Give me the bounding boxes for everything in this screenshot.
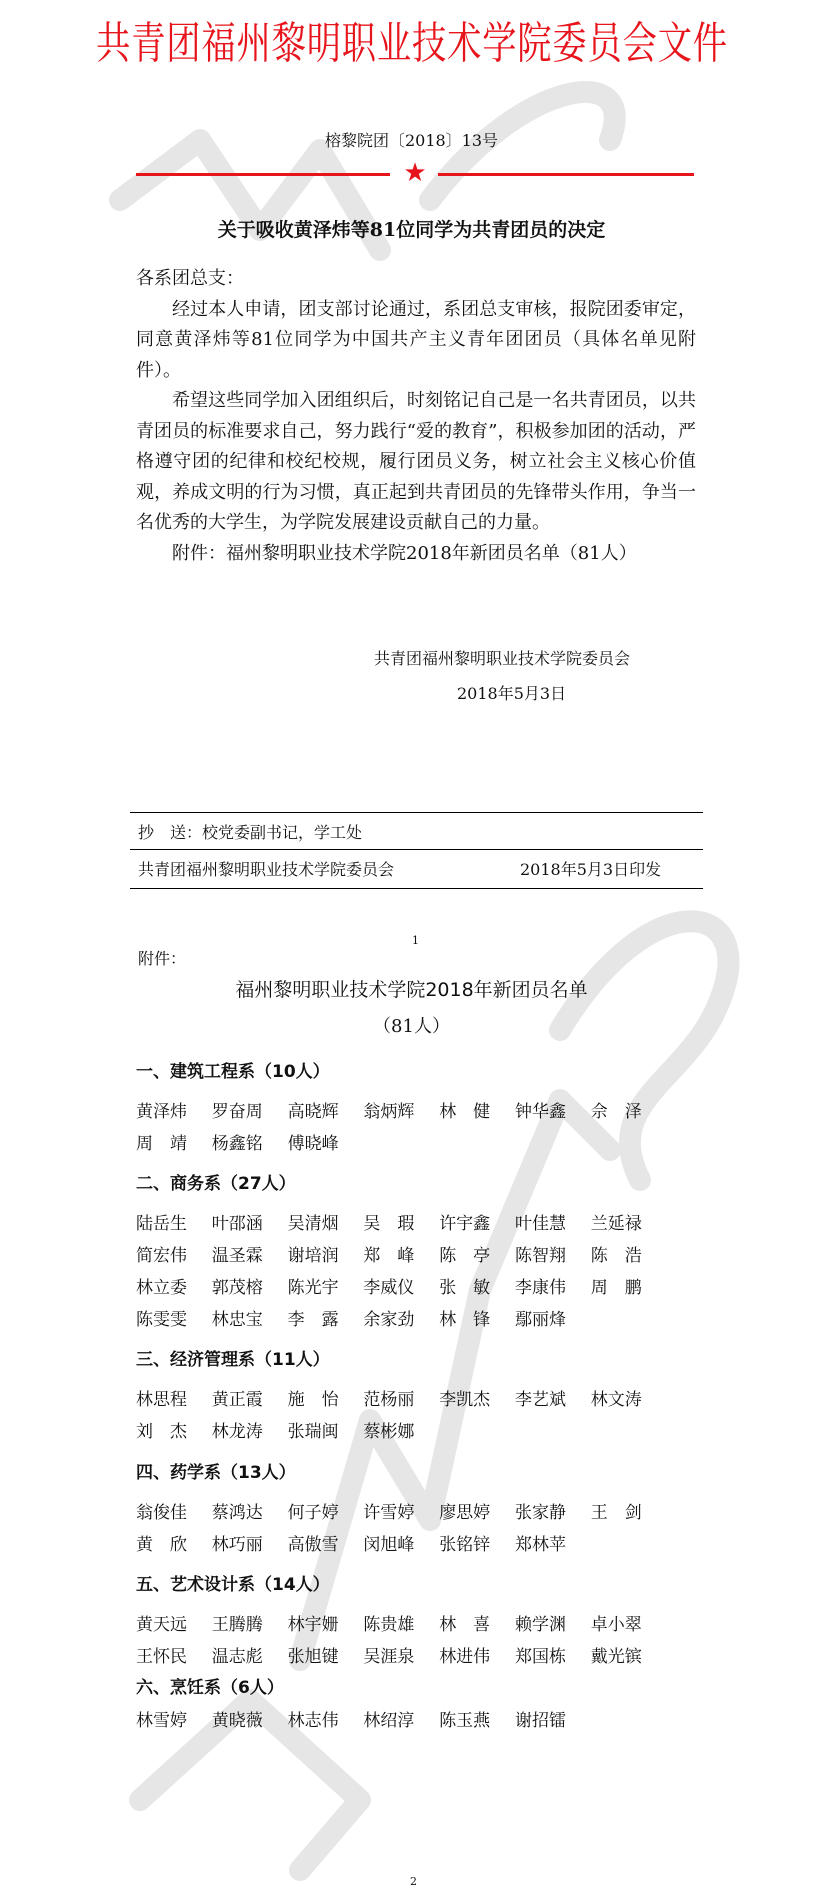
member-name: 兰延禄 xyxy=(590,1214,642,1234)
member-name: 杨鑫铭 xyxy=(211,1134,263,1154)
member-name: 赖学渊 xyxy=(515,1615,566,1635)
member-name: 罗奋周 xyxy=(211,1102,263,1122)
department-heading: 五、艺术设计系（14人） xyxy=(136,1575,330,1595)
member-name: 黄晓薇 xyxy=(211,1711,263,1731)
issued-date: 2018年5月3日印发 xyxy=(520,860,662,879)
member-name: 许雪婷 xyxy=(363,1503,415,1523)
org-title: 共青团福州黎明职业技术学院委员会文件 xyxy=(95,18,728,69)
member-name: 林巧丽 xyxy=(211,1535,263,1555)
member-name: 张家静 xyxy=(515,1503,566,1523)
member-name: 周 鹏 xyxy=(590,1278,642,1298)
member-name: 黄泽炜 xyxy=(136,1102,187,1122)
member-name: 郑 峰 xyxy=(363,1246,415,1266)
star-icon: ★ xyxy=(403,158,427,188)
member-name: 刘 杰 xyxy=(136,1422,187,1442)
member-name: 陈 浩 xyxy=(590,1246,642,1266)
member-name: 叶佳慧 xyxy=(515,1214,566,1234)
decision-title: 关于吸收黄泽炜等81位同学为共青团员的决定 xyxy=(217,219,606,241)
signature: 共青团福州黎明职业技术学院委员会 xyxy=(374,649,631,668)
member-name: 张 敏 xyxy=(439,1278,491,1298)
member-name: 温志彪 xyxy=(211,1647,263,1667)
member-name: 张瑞闽 xyxy=(287,1422,339,1442)
department-heading: 三、经济管理系（11人） xyxy=(136,1350,330,1370)
member-name: 范杨丽 xyxy=(363,1390,415,1410)
member-name: 傅晓峰 xyxy=(287,1134,339,1154)
member-name: 卓小翠 xyxy=(590,1615,642,1635)
attachment-label: 附件： xyxy=(138,949,187,968)
member-name: 张旭键 xyxy=(287,1647,339,1667)
member-name: 吴 瑕 xyxy=(363,1214,415,1234)
member-name: 吴清烟 xyxy=(287,1214,339,1234)
member-name: 林雪婷 xyxy=(136,1711,187,1731)
member-name: 李威仪 xyxy=(363,1278,415,1298)
member-name: 黄正霞 xyxy=(211,1390,263,1410)
member-name: 廖思婷 xyxy=(439,1503,491,1523)
member-name: 林 锋 xyxy=(439,1310,491,1330)
member-name: 李凯杰 xyxy=(439,1390,491,1410)
member-name: 林绍淳 xyxy=(363,1711,415,1731)
member-name: 蔡鸿达 xyxy=(211,1503,263,1523)
signature-date: 2018年5月3日 xyxy=(457,684,567,703)
member-name: 周 靖 xyxy=(136,1134,187,1154)
divider xyxy=(130,849,703,850)
member-name: 鄢丽烽 xyxy=(515,1310,566,1330)
list-count: （81人） xyxy=(373,1016,450,1037)
member-name: 吴涯泉 xyxy=(363,1647,415,1667)
member-name: 林文涛 xyxy=(590,1390,642,1410)
member-name: 王怀民 xyxy=(136,1647,187,1667)
member-name: 林 健 xyxy=(439,1102,491,1122)
member-name: 林思程 xyxy=(136,1390,187,1410)
divider xyxy=(130,888,703,889)
member-name: 陈雯雯 xyxy=(136,1310,187,1330)
member-name: 林进伟 xyxy=(439,1647,491,1667)
member-name: 林龙涛 xyxy=(211,1422,263,1442)
department-heading: 四、药学系（13人） xyxy=(136,1463,296,1483)
member-name: 李艺斌 xyxy=(515,1390,566,1410)
issuer: 共青团福州黎明职业技术学院委员会 xyxy=(138,860,395,879)
member-name: 翁俊佳 xyxy=(136,1503,187,1523)
member-name: 王 剑 xyxy=(590,1503,642,1523)
member-name: 佘 泽 xyxy=(590,1102,642,1122)
member-name: 谢招镭 xyxy=(515,1711,566,1731)
member-name: 闵旭峰 xyxy=(363,1535,415,1555)
member-name: 李 露 xyxy=(287,1310,339,1330)
paragraph: 希望这些同学加入团组织后，时刻铭记自己是一名共青团员，以共青团员的标准要求自己，努力践行“爱的教育”，积极参加团的活动，严格遵守团的纪律和校纪校规，履行团员义务，树立社会主义核心价值观，养成文明的行为习惯，真正起到共青团员的先锋带头作用，争当一名优秀的大学生，为学院发展建设贡献自己的力量。 xyxy=(136,390,696,533)
member-name: 郑国栋 xyxy=(515,1647,566,1667)
red-divider-right xyxy=(438,173,694,176)
member-name: 蔡彬娜 xyxy=(363,1422,415,1442)
member-name: 林宇姗 xyxy=(287,1615,339,1635)
page-number: 1 xyxy=(412,934,419,947)
salutation: 各系团总支： xyxy=(136,268,244,289)
cc-line: 抄 送：校党委副书记，学工处 xyxy=(138,823,363,842)
member-name: 黄天远 xyxy=(136,1615,187,1635)
member-name: 施 怡 xyxy=(287,1390,339,1410)
department-heading: 六、烹饪系（6人） xyxy=(136,1678,284,1698)
member-name: 陈 亭 xyxy=(439,1246,491,1266)
member-name: 简宏伟 xyxy=(136,1246,187,1266)
member-name: 戴光镔 xyxy=(590,1647,642,1667)
member-name: 郑林苹 xyxy=(515,1535,566,1555)
member-name: 林 喜 xyxy=(439,1615,491,1635)
attachment-note: 附件：福州黎明职业技术学院2018年新团员名单（81人） xyxy=(172,542,637,564)
member-name: 林立委 xyxy=(136,1278,187,1298)
member-name: 余家劲 xyxy=(363,1310,415,1330)
divider xyxy=(130,812,703,813)
decision-body xyxy=(136,264,696,569)
member-name: 陈玉燕 xyxy=(439,1711,491,1731)
page-number: 2 xyxy=(410,1875,417,1888)
member-name: 许宇鑫 xyxy=(439,1214,491,1234)
department-heading: 二、商务系（27人） xyxy=(136,1174,296,1194)
member-name: 林志伟 xyxy=(287,1711,339,1731)
member-name: 陈贵雄 xyxy=(363,1615,415,1635)
member-name: 郭茂榕 xyxy=(211,1278,263,1298)
document-number: 榕黎院团〔2018〕13号 xyxy=(324,131,499,150)
department-heading: 一、建筑工程系（10人） xyxy=(136,1062,330,1082)
member-name: 张铭锌 xyxy=(439,1535,491,1555)
member-name: 陈智翔 xyxy=(515,1246,566,1266)
member-name: 翁炳辉 xyxy=(363,1102,415,1122)
member-name: 何子婷 xyxy=(287,1503,339,1523)
member-name: 陈光宇 xyxy=(287,1278,339,1298)
member-name: 黄 欣 xyxy=(136,1535,187,1555)
member-name: 叶邵涵 xyxy=(211,1214,263,1234)
paragraph: 经过本人申请，团支部讨论通过，系团总支审核，报院团委审定，同意黄泽炜等81位同学为中国共产主义青年团团员（具体名单见附件）。 xyxy=(136,298,696,381)
list-title: 福州黎明职业技术学院2018年新团员名单 xyxy=(235,979,588,1001)
red-divider-left xyxy=(136,173,390,176)
member-name: 王腾腾 xyxy=(211,1615,263,1635)
member-name: 李康伟 xyxy=(515,1278,566,1298)
member-name: 林忠宝 xyxy=(211,1310,263,1330)
member-name: 陆岳生 xyxy=(136,1214,187,1234)
member-name: 高晓辉 xyxy=(287,1102,339,1122)
member-name: 谢培润 xyxy=(287,1246,339,1266)
member-name: 温圣霖 xyxy=(211,1246,263,1266)
member-name: 钟华鑫 xyxy=(515,1102,566,1122)
member-name: 高傲雪 xyxy=(287,1535,339,1555)
